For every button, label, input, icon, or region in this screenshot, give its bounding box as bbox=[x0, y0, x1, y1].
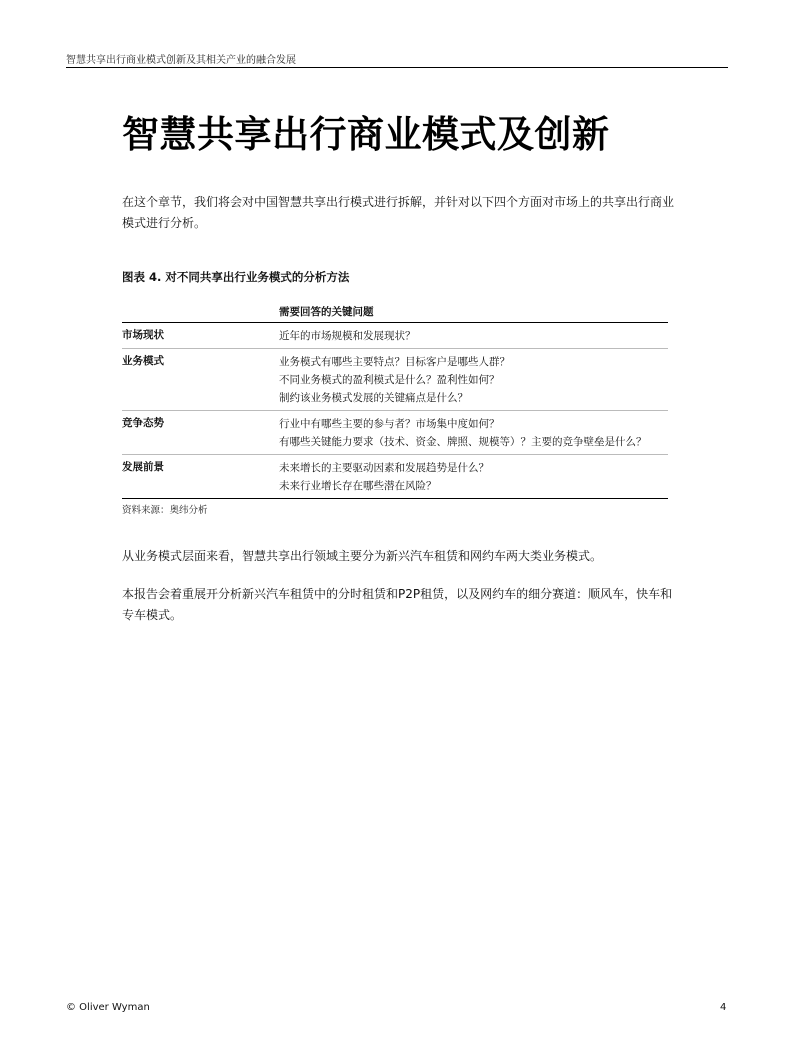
header-rule bbox=[66, 67, 728, 68]
table-row-outlook bbox=[122, 455, 668, 499]
question-text: 近年的市场规模和发展现状？ bbox=[279, 330, 416, 342]
question-text: 业务模式有哪些主要特点？目标客户是哪些人群？ bbox=[279, 356, 510, 368]
table-row-dimension: 竞争态势 bbox=[122, 411, 279, 455]
table-header-row bbox=[122, 300, 668, 323]
table-row-dimension: 业务模式 bbox=[122, 349, 279, 411]
table-row-market-status bbox=[122, 323, 668, 349]
page-title: 智慧共享出行商业模式及创新 bbox=[122, 113, 610, 156]
running-header: 智慧共享出行商业模式创新及其相关产业的融合发展 bbox=[66, 55, 296, 66]
footer-copyright: © Oliver Wyman bbox=[66, 1002, 150, 1013]
body-paragraph: 本报告会着重展开分析新兴汽车租赁中的分时租赁和P2P租赁，以及网约车的细分赛道：顺风车，快车和专车模式。 bbox=[122, 587, 673, 622]
question-text: 未来行业增长存在哪些潜在风险？ bbox=[279, 480, 437, 492]
table-header-questions: 需要回答的关键问题 bbox=[279, 300, 668, 323]
table-header-blank bbox=[122, 300, 279, 323]
figure-caption: 图表 4. 对不同共享出行业务模式的分析方法 bbox=[122, 270, 350, 284]
question-text: 有哪些关键能力要求（技术、资金、牌照、规模等）？主要的竞争壁垒是什么？ bbox=[279, 436, 647, 448]
table-row-dimension: 发展前景 bbox=[122, 455, 279, 499]
body-paragraph: 从业务模式层面来看，智慧共享出行领域主要分为新兴汽车租赁和网约车两大类业务模式。 bbox=[122, 549, 603, 563]
table-row-business-model bbox=[122, 349, 668, 411]
table-row-questions bbox=[279, 323, 668, 349]
question-text: 不同业务模式的盈利模式是什么？盈利性如何？ bbox=[279, 374, 500, 386]
question-text: 行业中有哪些主要的参与者？市场集中度如何？ bbox=[279, 418, 500, 430]
source-note: 资料来源：奥纬分析 bbox=[122, 505, 208, 516]
analysis-table bbox=[122, 300, 668, 499]
table-row-questions bbox=[279, 455, 668, 499]
table-row-competition bbox=[122, 411, 668, 455]
page-number: 4 bbox=[720, 1002, 727, 1013]
question-text: 制约该业务模式发展的关键痛点是什么？ bbox=[279, 392, 468, 404]
intro-paragraph: 在这个章节，我们将会对中国智慧共享出行模式进行拆解，并针对以下四个方面对市场上的共享出行商业模式进行分析。 bbox=[122, 195, 675, 230]
table-row-questions bbox=[279, 349, 668, 411]
table-row-dimension: 市场现状 bbox=[122, 323, 279, 349]
table-row-questions bbox=[279, 411, 668, 455]
question-text: 未来增长的主要驱动因素和发展趋势是什么？ bbox=[279, 462, 489, 474]
